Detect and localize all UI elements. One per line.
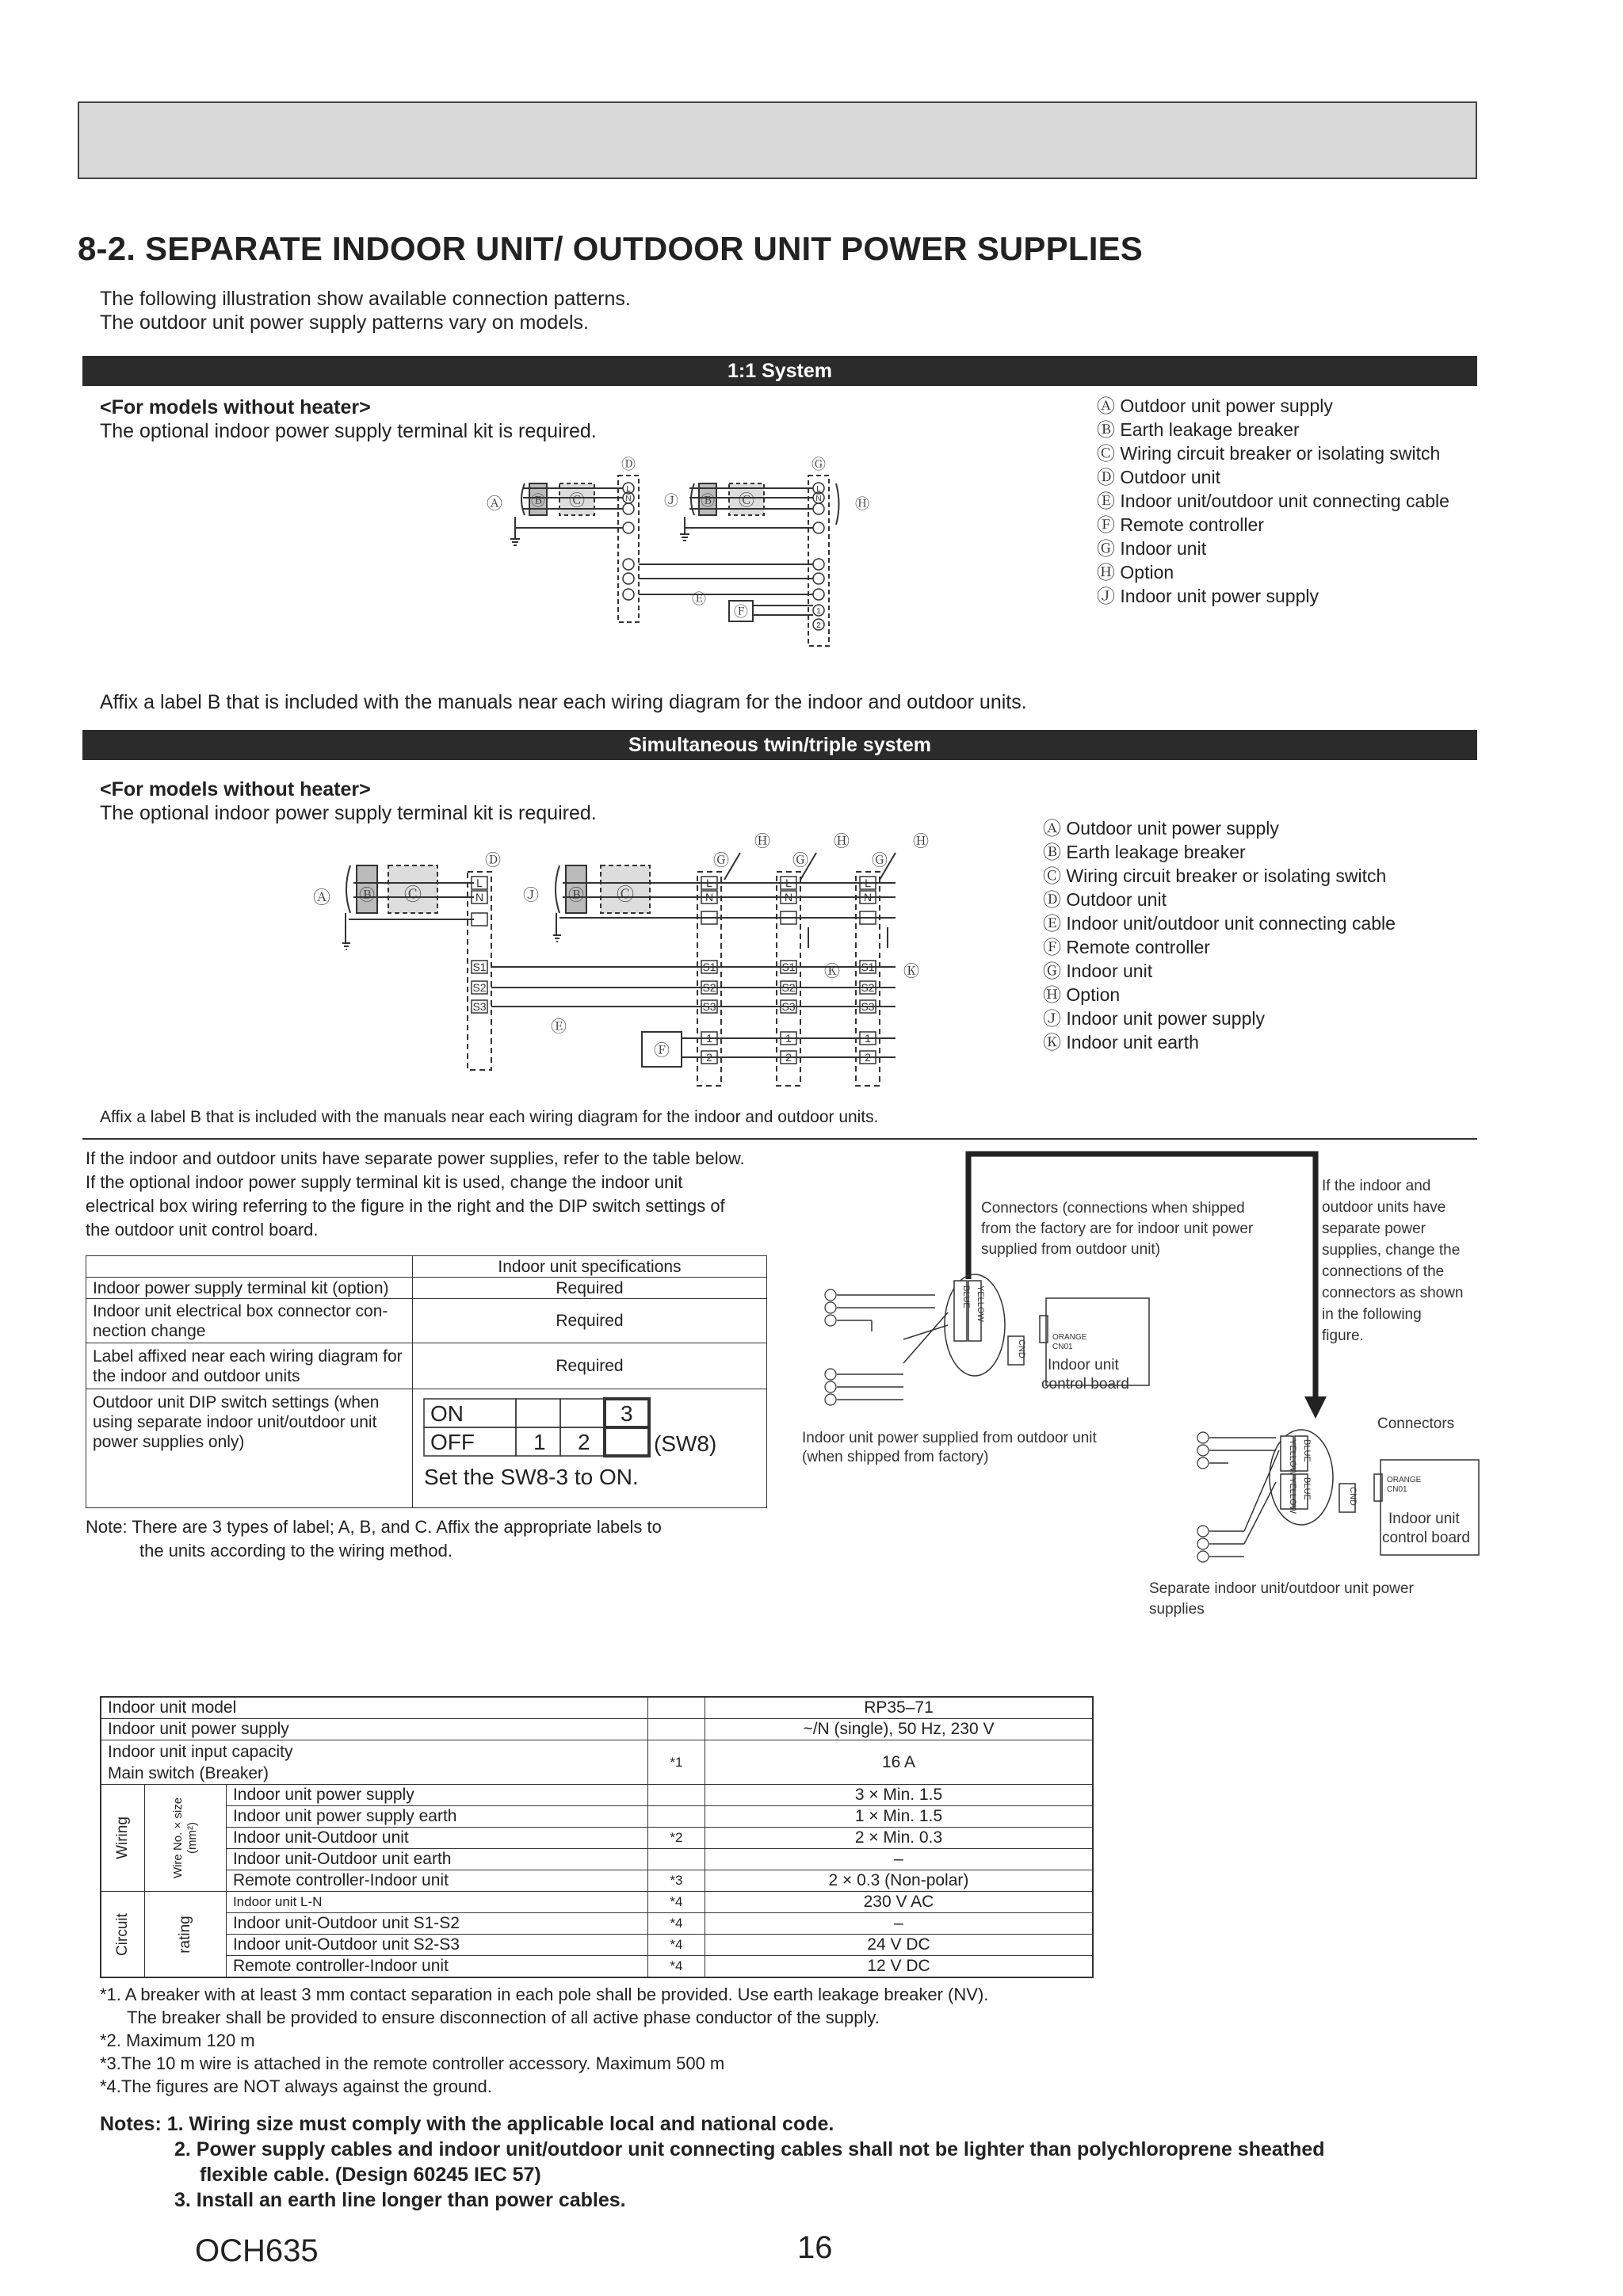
label-k: Ⓚ [903, 963, 919, 980]
dip-off-label: OFF [430, 1429, 475, 1454]
spec-header: Indoor unit specifications [413, 1256, 767, 1278]
system1-heading: <For models without heater> [100, 396, 371, 418]
system2-legend [1043, 816, 1396, 1054]
row-label: Remote controller-Indoor unit [226, 1870, 647, 1892]
row-label: Indoor unit model [101, 1697, 647, 1719]
label-h: Ⓗ [855, 496, 869, 512]
terminal-1: 1 [816, 607, 821, 616]
legend-item: Ⓖ Indoor unit [1043, 961, 1153, 981]
label-g: Ⓖ [713, 852, 729, 869]
terminal-1: 1 [865, 1032, 871, 1045]
if-separate-line: connections of the [1322, 1263, 1445, 1280]
board-label: control board [1041, 1376, 1129, 1392]
doc-code: OCH635 [195, 2233, 319, 2268]
legend-item: Ⓙ Indoor unit power supply [1043, 1008, 1265, 1029]
system1-sub: The optional indoor power supply terminal kit is required. [100, 420, 597, 442]
row-note: *4 [647, 1935, 705, 1956]
cnd-label: CND [1348, 1487, 1358, 1506]
separate-paragraph [86, 1147, 745, 1242]
row-value: – [705, 1913, 1093, 1935]
terminal-s2: S2 [702, 981, 716, 994]
terminal-l: L [816, 485, 821, 494]
label-c: Ⓒ [616, 884, 635, 904]
label-b: Ⓑ [359, 887, 375, 904]
label-e: Ⓔ [692, 591, 706, 607]
legend-item: Ⓒ Wiring circuit breaker or isolating switch [1043, 865, 1387, 886]
dip-caption: Set the SW8-3 to ON. [424, 1464, 639, 1489]
label-f: Ⓕ [734, 604, 748, 620]
label-c: Ⓒ [403, 884, 422, 904]
connector-figure [800, 1149, 1482, 1633]
bold-note: flexible cable. (Design 60245 IEC 57) [200, 2164, 541, 2186]
system1-affix-note: Affix a label B that is included with the manuals near each wiring diagram for the indoor and outdoor units. [100, 691, 1027, 713]
label-c: Ⓒ [739, 492, 754, 510]
terminal-s2: S2 [472, 981, 487, 994]
terminal-s1: S1 [702, 961, 716, 973]
spec-label: Outdoor unit DIP switch settings (when using separate indoor unit/outdoor unit power supplies only) [86, 1389, 413, 1508]
label-d: Ⓓ [621, 457, 636, 472]
legend-item: Ⓕ Remote controller [1097, 514, 1264, 535]
label-note [86, 1515, 662, 1563]
system2-sub: The optional indoor power supply terminal kit is required. [100, 802, 597, 824]
intro-line: The outdoor unit power supply patterns vary on models. [100, 311, 590, 334]
terminal-n: N [815, 495, 822, 503]
intro-line: The following illustration show available connection patterns. [100, 288, 631, 310]
circuit-sub-cell [144, 1892, 226, 1978]
spec-label: Label affixed near each wiring diagram for the indoor and outdoor units [86, 1343, 413, 1389]
row-note: *4 [647, 1892, 705, 1913]
row-note: *3 [647, 1870, 705, 1892]
label-c: Ⓒ [569, 492, 585, 510]
footnote: *1. A breaker with at least 3 mm contact separation in each pole shall be provided. Use earth leakage breaker (NV). [100, 1985, 989, 2004]
system2-subheading [100, 777, 597, 825]
wiring-sub-text: Wire No. × size [170, 1797, 185, 1879]
if-separate-line: connectors as shown [1322, 1285, 1464, 1301]
circuit-group-cell [101, 1892, 144, 1978]
spec-value: Required [413, 1278, 767, 1299]
label-k: Ⓚ [824, 963, 840, 980]
blue-label: BLUE [1302, 1477, 1312, 1500]
cnd-label: CND [1017, 1339, 1026, 1358]
label-h: Ⓗ [913, 833, 929, 850]
page-number: 16 [797, 2230, 833, 2265]
terminal-1: 1 [706, 1032, 712, 1045]
connectors-label: Connectors [1377, 1415, 1455, 1432]
terminal-s1: S1 [472, 961, 487, 973]
connectors-shipped-line: Connectors (connections when shipped [981, 1200, 1245, 1217]
legend-item: Ⓕ Remote controller [1043, 937, 1210, 957]
terminal-s1: S1 [781, 961, 796, 973]
terminal-s3: S3 [861, 1000, 875, 1013]
label-b: Ⓑ [701, 493, 715, 509]
footnotes [100, 1983, 988, 2098]
terminal-s2: S2 [861, 981, 875, 994]
header-banner [78, 101, 1477, 179]
legend-item: Ⓚ Indoor unit earth [1043, 1032, 1199, 1052]
wiring-sub-label [171, 1797, 200, 1878]
circuit-group-label: Circuit [113, 1912, 131, 1956]
row-note: *4 [647, 1913, 705, 1935]
label-a: Ⓐ [312, 888, 331, 907]
label-a: Ⓐ [487, 495, 502, 513]
board-label: Indoor unit [1388, 1511, 1460, 1527]
row-value: ~/N (single), 50 Hz, 230 V [705, 1719, 1093, 1740]
spec-main-table [100, 1696, 1094, 1978]
spec-label: Indoor unit electrical box connector con-nection change [86, 1299, 413, 1343]
row-label [101, 1740, 647, 1785]
row-label: Indoor unit-Outdoor unit [226, 1828, 647, 1849]
spec-label: Indoor power supply terminal kit (option) [86, 1278, 413, 1299]
row-value: – [705, 1849, 1093, 1870]
spec-value: Required [413, 1343, 767, 1389]
row-value: RP35–71 [705, 1697, 1093, 1719]
intro-text [100, 287, 631, 334]
legend-item: Ⓒ Wiring circuit breaker or isolating switch [1097, 443, 1441, 464]
terminal-l: L [785, 877, 792, 889]
wiring-sub-cell [144, 1785, 226, 1892]
label-g: Ⓖ [812, 457, 826, 472]
dip-sw-label: (SW8) [654, 1431, 717, 1456]
terminal-s2: S2 [781, 981, 796, 994]
label-e: Ⓔ [551, 1018, 567, 1036]
note-line: the units according to the wiring method. [139, 1541, 453, 1561]
dip-switch-diagram [419, 1391, 760, 1502]
label-f: Ⓕ [654, 1042, 670, 1060]
system1-subheading [100, 395, 597, 443]
terminal-2: 2 [706, 1051, 712, 1064]
terminal-n: N [863, 891, 873, 904]
caption-bottom-line: Separate indoor unit/outdoor unit power [1149, 1580, 1414, 1597]
system1-legend [1097, 394, 1449, 608]
label-b: Ⓑ [568, 887, 584, 904]
terminal-s1: S1 [861, 961, 875, 973]
row-label: Indoor unit power supply earth [226, 1806, 647, 1828]
row-value: 2 × 0.3 (Non-polar) [705, 1870, 1093, 1892]
row-note: *2 [647, 1828, 705, 1849]
footnote: The breaker shall be provided to ensure disconnection of all active phase conductor of the supply. [127, 2008, 880, 2027]
terminal-l: L [476, 877, 483, 889]
arrow-head [1304, 1396, 1327, 1419]
label-h: Ⓗ [834, 833, 850, 850]
legend-item: Ⓔ Indoor unit/outdoor unit connecting cable [1097, 491, 1449, 511]
legend-item: Ⓗ Option [1097, 562, 1174, 583]
capacity-line: Indoor unit input capacity [108, 1742, 293, 1761]
divider [82, 1138, 1477, 1140]
if-separate-line: in the following [1322, 1306, 1422, 1323]
label-j: Ⓙ [664, 493, 678, 509]
board-label: control board [1382, 1530, 1470, 1546]
legend-item: Ⓔ Indoor unit/outdoor unit connecting cable [1043, 913, 1396, 934]
row-value: 2 × Min. 0.3 [705, 1828, 1093, 1849]
orange-label: ORANGE [1387, 1476, 1422, 1484]
row-value: 230 V AC [705, 1892, 1093, 1913]
footnote: *2. Maximum 120 m [100, 2030, 255, 2050]
legend-item: Ⓐ Outdoor unit power supply [1097, 395, 1333, 416]
legend-item: Ⓗ Option [1043, 984, 1121, 1005]
capacity-line: Main switch (Breaker) [108, 1763, 269, 1782]
terminal-2: 2 [785, 1051, 792, 1064]
bold-notes [100, 2111, 1325, 2213]
row-note: *4 [647, 1956, 705, 1978]
connectors-shipped-line: from the factory are for indoor unit power [981, 1221, 1254, 1237]
bold-note: Notes: 1. Wiring size must comply with the applicable local and national code. [100, 2113, 834, 2135]
spec-value: Required [413, 1299, 767, 1343]
caption-bottom-line: supplies [1149, 1601, 1205, 1618]
terminal-2: 2 [816, 621, 821, 630]
legend-item: Ⓑ Earth leakage breaker [1097, 419, 1300, 440]
row-note: *1 [647, 1740, 705, 1785]
terminal-n: N [625, 495, 632, 503]
system2-bar: Simultaneous twin/triple system [82, 730, 1477, 760]
caption-top-line: Indoor unit power supplied from outdoor unit [802, 1430, 1097, 1446]
legend-item: Ⓑ Earth leakage breaker [1043, 842, 1246, 862]
yellow-label: YELLOW [1288, 1477, 1297, 1514]
label-b: Ⓑ [531, 493, 545, 509]
footnote: *3.The 10 m wire is attached in the remote controller accessory. Maximum 500 m [100, 2053, 725, 2073]
legend-item: Ⓖ Indoor unit [1097, 538, 1207, 559]
yellow-label: YELLOW [976, 1286, 985, 1322]
terminal-l: L [865, 877, 871, 889]
label-h: Ⓗ [754, 833, 770, 850]
yellow-label: YELLOW [1288, 1439, 1297, 1476]
terminal-n: N [705, 891, 714, 904]
terminal-n: N [475, 891, 484, 904]
arrow-line [968, 1154, 1316, 1403]
paragraph-line: electrical box wiring referring to the figure in the right and the DIP switch settings of [86, 1196, 725, 1216]
orange-label: ORANGE [1052, 1333, 1087, 1342]
bold-note: 3. Install an earth line longer than power cables. [174, 2189, 626, 2211]
legend-item: Ⓓ Outdoor unit [1043, 889, 1167, 910]
if-separate-line: figure. [1322, 1328, 1364, 1344]
row-label: Indoor unit power supply [101, 1719, 647, 1740]
note-line: Note: There are 3 types of label; A, B, and C. Affix the appropriate labels to [86, 1517, 662, 1537]
caption-top-line: (when shipped from factory) [802, 1449, 989, 1465]
terminal-s3: S3 [472, 1000, 487, 1013]
row-label: Indoor unit-Outdoor unit S2-S3 [226, 1935, 647, 1956]
paragraph-line: If the indoor and outdoor units have separate power supplies, refer to the table below. [86, 1148, 745, 1168]
row-note [647, 1849, 705, 1870]
paragraph-line: If the optional indoor power supply terminal kit is used, change the indoor unit [86, 1172, 683, 1192]
if-separate-line: outdoor units have [1322, 1199, 1446, 1216]
terminal-n: N [784, 891, 793, 904]
row-label: Indoor unit-Outdoor unit S1-S2 [226, 1913, 647, 1935]
row-note [647, 1806, 705, 1828]
system1-bar: 1:1 System [82, 356, 1477, 386]
legend-item: Ⓙ Indoor unit power supply [1097, 586, 1319, 606]
footnote: *4.The figures are NOT always against the ground. [100, 2076, 492, 2096]
row-label: Indoor unit-Outdoor unit earth [226, 1849, 647, 1870]
label-d: Ⓓ [485, 852, 501, 869]
terminal-1: 1 [785, 1032, 792, 1045]
spec-header-empty [86, 1256, 413, 1278]
wiring-group-label: Wiring [113, 1817, 131, 1859]
label-j: Ⓙ [523, 887, 539, 904]
system2-affix-note: Affix a label B that is included with the manuals near each wiring diagram for the indoor and outdoor units. [100, 1108, 879, 1126]
row-value: 16 A [705, 1740, 1093, 1785]
if-separate-line: If the indoor and [1322, 1178, 1431, 1194]
legend-item: Ⓐ Outdoor unit power supply [1043, 818, 1279, 839]
row-value: 3 × Min. 1.5 [705, 1785, 1093, 1806]
label-g: Ⓖ [872, 852, 888, 869]
cn01-label: CN01 [1387, 1485, 1407, 1494]
row-value: 12 V DC [705, 1956, 1093, 1978]
dip-on-label: ON [430, 1400, 464, 1426]
dip-1: 1 [533, 1429, 546, 1454]
board-label: Indoor unit [1048, 1357, 1119, 1373]
row-note [647, 1697, 705, 1719]
terminal-2: 2 [865, 1051, 871, 1064]
dip-switch-cell [413, 1389, 767, 1508]
row-value: 24 V DC [705, 1935, 1093, 1956]
legend-item: Ⓓ Outdoor unit [1097, 467, 1220, 487]
section-title: 8-2. SEPARATE INDOOR UNIT/ OUTDOOR UNIT POWER SUPPLIES [78, 230, 1144, 267]
spec-table [86, 1255, 767, 1508]
row-label: Remote controller-Indoor unit [226, 1956, 647, 1978]
terminal-s3: S3 [781, 1000, 796, 1013]
row-label: Indoor unit L-N [226, 1892, 647, 1913]
system1-wiring-diagram [475, 452, 888, 650]
if-separate-line: separate power [1322, 1221, 1426, 1237]
row-label: Indoor unit power supply [226, 1785, 647, 1806]
row-value: 1 × Min. 1.5 [705, 1806, 1093, 1828]
system2-wiring-diagram [301, 824, 951, 1090]
blue-label: BLUE [961, 1286, 971, 1308]
terminal-s3: S3 [702, 1000, 716, 1013]
if-separate-line: supplies, change the [1322, 1242, 1461, 1259]
bold-note: 2. Power supply cables and indoor unit/outdoor unit connecting cables shall not be lighter than polychloroprene sheathed [174, 2138, 1325, 2160]
terminal-l: L [706, 877, 712, 889]
paragraph-line: the outdoor unit control board. [86, 1220, 319, 1240]
wiring-group-cell [101, 1785, 144, 1892]
system2-heading: <For models without heater> [100, 778, 371, 800]
circuit-sub-label: rating [176, 1915, 193, 1954]
blue-label: BLUE [1302, 1439, 1312, 1462]
row-note [647, 1719, 705, 1740]
wiring-unit-text: (mm²) [185, 1822, 199, 1854]
terminal-l: L [626, 485, 631, 494]
row-note [647, 1785, 705, 1806]
dip-2: 2 [578, 1429, 590, 1454]
connectors-shipped-line: supplied from outdoor unit) [981, 1241, 1161, 1258]
cn01-label: CN01 [1052, 1343, 1073, 1351]
dip-3: 3 [621, 1400, 633, 1426]
label-g: Ⓖ [792, 852, 808, 869]
